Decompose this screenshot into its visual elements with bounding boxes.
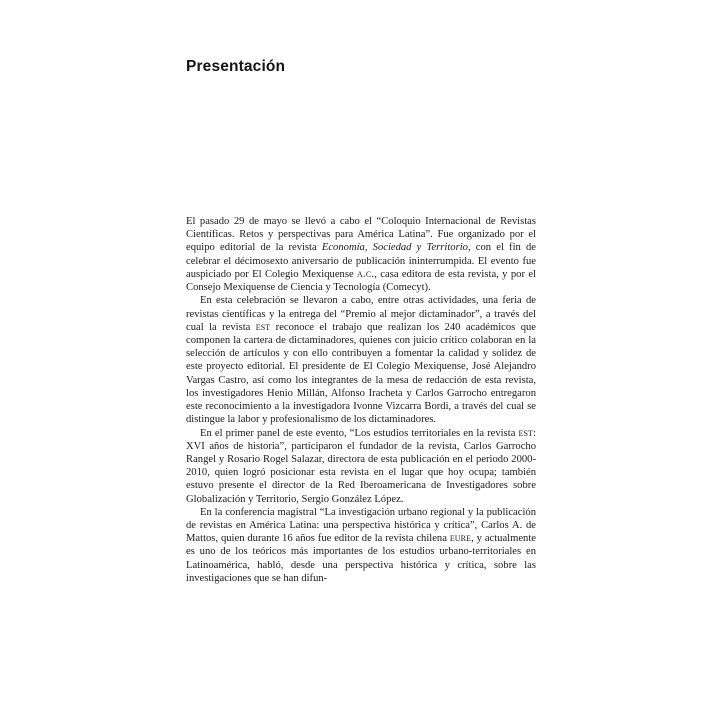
paragraph-2-text: En esta celebración se llevaron a cabo, entre otras actividades, una feria de revistas científicas y la entrega del “Premio al mejor dictaminador”, a través del cual la revista est reconoce el trabajo que realizan los 240 académicos que componen la cartera de dictaminadores, quienes con juicio crítico colaboran en la selección de artículos y con ello contribuyen a fomentar la calidad y solidez de este proyecto editorial. El presidente de El Colegio Mexiquense, José Alejandro Vargas Castro, así como los integrantes de la mesa de redacción de esta revista, los investigadores Henio Millán, Alfonso Iracheta y Carlos Garrocho entregaron este reconocimiento a la investigadora Ivonne Vizcarra Bordi, a través del cual se distingue la labor y profesionalismo de los dictaminadores. <box>186 295 536 426</box>
paragraph-3 <box>186 427 536 506</box>
body-text-block <box>186 215 536 585</box>
smallcaps-est-1: est <box>255 320 271 333</box>
paragraph-1 <box>186 215 536 294</box>
smallcaps-ac: a.c. <box>357 267 375 280</box>
paragraph-2 <box>186 294 536 426</box>
smallcaps-eure: eure <box>449 532 472 545</box>
journal-name-italic: Economía, Sociedad y Territorio <box>321 242 468 254</box>
paragraph-3-text: En el primer panel de este evento, “Los estudios territoriales en la revista est: XVI años de historia”, participaron el fundador de la revista, Carlos Garrocho Rangel y Rosario Rogel Salazar, directora de esta publicación en el periodo 2000-2010, quien logró posicionar esta revista en el lugar que hoy ocupa; también estuvo presente el director de la Red Iberoamericana de Investigadores sobre Globalización y Territorio, Sergio González López. <box>186 426 536 505</box>
paragraph-4 <box>186 506 536 585</box>
page-title: Presentación <box>186 58 286 75</box>
smallcaps-est-2: est <box>518 426 534 439</box>
paragraph-4-text: En la conferencia magistral “La investigación urbano regional y la publicación de revistas en América Latina: una perspectiva histórica y crítica”, Carlos A. de Mattos, quien durante 16 años fue editor de la revista chilena eure, y actualmente es uno de los teóricos más importantes de los estudios urbano-territoriales en Latinoamérica, habló, desde una perspectiva histórica y crítica, sobre las investigaciones que se han difun- <box>186 506 536 584</box>
paragraph-1-text: El pasado 29 de mayo se llevó a cabo el “Coloquio Internacional de Revistas Científicas. Retos y perspectivas para América Latina”. Fue organizado por el equipo editorial de la revista Economía, Sociedad y Territorio, con el fin de celebrar el décimosexto aniversario de publicación ininterrumpida. El evento fue auspiciado por El Colegio Mexiquense a.c., casa editora de esta revista, y por el Consejo Mexiquense de Ciencia y Tecnología (Comecyt). <box>186 216 536 294</box>
